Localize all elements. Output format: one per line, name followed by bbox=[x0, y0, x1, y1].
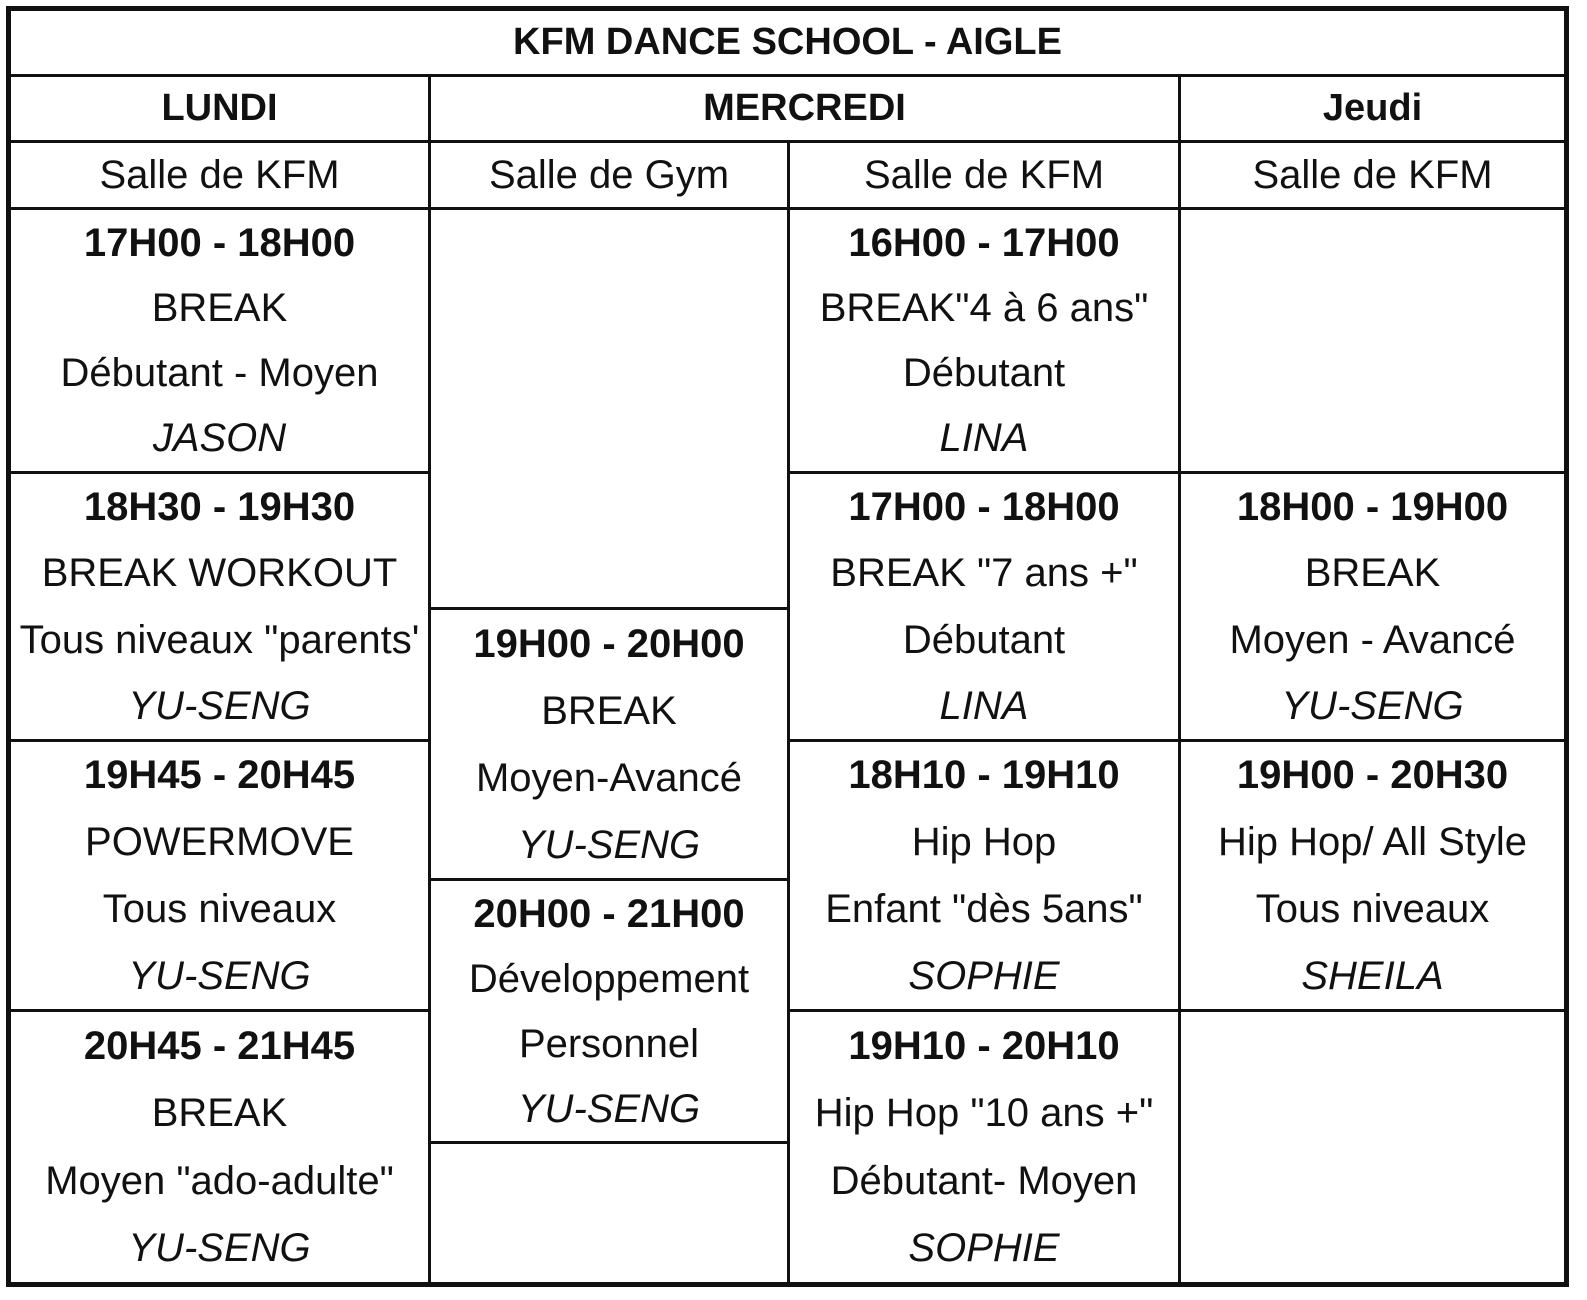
schedule-table bbox=[6, 6, 1569, 1287]
class-level: Moyen - Avancé bbox=[1229, 617, 1516, 662]
class-style: BREAK bbox=[151, 1091, 288, 1136]
class-level: Tous niveaux bbox=[102, 886, 337, 931]
class-teacher: SOPHIE bbox=[908, 1226, 1060, 1271]
class-teacher: YU-SENG bbox=[128, 683, 311, 728]
class-time: 17H00 - 18H00 bbox=[83, 220, 356, 265]
class-slot bbox=[790, 474, 1181, 742]
class-style: BREAK bbox=[541, 688, 677, 733]
class-teacher: YU-SENG bbox=[517, 1086, 701, 1131]
room-mercredi-kfm: Salle de KFM bbox=[790, 143, 1181, 210]
class-slot bbox=[1181, 474, 1564, 742]
class-slot bbox=[11, 210, 431, 474]
class-style: POWERMOVE bbox=[85, 820, 354, 865]
class-level: Débutant bbox=[902, 617, 1066, 662]
class-style: BREAK"4 à 6 ans" bbox=[819, 285, 1149, 330]
class-slot bbox=[790, 742, 1181, 1012]
class-level: Tous niveaux bbox=[1255, 886, 1490, 931]
class-teacher: LINA bbox=[939, 416, 1029, 461]
class-teacher: SHEILA bbox=[1301, 953, 1444, 998]
class-style: Développement bbox=[468, 956, 750, 1001]
schedule-title: KFM DANCE SCHOOL - AIGLE bbox=[11, 11, 1564, 77]
class-time: 20H00 - 21H00 bbox=[473, 891, 745, 936]
class-slot bbox=[431, 881, 790, 1144]
class-time: 18H10 - 19H10 bbox=[848, 753, 1120, 798]
class-teacher: YU-SENG bbox=[128, 953, 311, 998]
class-slot bbox=[790, 210, 1181, 474]
class-time: 20H45 - 21H45 bbox=[83, 1023, 356, 1068]
class-slot bbox=[1181, 742, 1564, 1012]
class-level: Débutant - Moyen bbox=[60, 351, 379, 396]
class-level: Moyen "ado-adulte" bbox=[45, 1158, 394, 1203]
class-slot bbox=[11, 1012, 431, 1282]
class-time: 19H10 - 20H10 bbox=[848, 1023, 1120, 1068]
class-style: BREAK bbox=[1304, 551, 1441, 596]
class-slot bbox=[431, 610, 790, 881]
class-teacher: JASON bbox=[152, 416, 287, 461]
class-style: Hip Hop/ All Style bbox=[1217, 820, 1528, 865]
class-level: Enfant "dès 5ans" bbox=[825, 886, 1143, 931]
class-slot bbox=[11, 474, 431, 742]
class-style: Hip Hop "10 ans +" bbox=[814, 1091, 1154, 1136]
class-time: 18H30 - 19H30 bbox=[83, 485, 356, 530]
class-teacher: YU-SENG bbox=[1281, 683, 1464, 728]
class-slot bbox=[790, 1012, 1181, 1282]
day-header-mercredi: MERCREDI bbox=[431, 77, 1181, 143]
class-teacher: YU-SENG bbox=[517, 822, 701, 867]
class-style: BREAK "7 ans +" bbox=[830, 551, 1138, 596]
room-lundi: Salle de KFM bbox=[11, 143, 431, 210]
empty-slot bbox=[431, 210, 790, 610]
class-slot bbox=[11, 742, 431, 1012]
day-header-lundi: LUNDI bbox=[11, 77, 431, 143]
class-teacher: SOPHIE bbox=[908, 953, 1060, 998]
class-style: BREAK bbox=[151, 285, 288, 330]
class-level: Moyen-Avancé bbox=[475, 755, 743, 800]
empty-slot bbox=[1181, 1012, 1564, 1282]
class-time: 19H00 - 20H30 bbox=[1236, 753, 1509, 798]
class-level: Débutant- Moyen bbox=[830, 1158, 1138, 1203]
class-style: BREAK WORKOUT bbox=[41, 551, 398, 596]
class-teacher: LINA bbox=[939, 683, 1029, 728]
empty-slot bbox=[431, 1144, 790, 1282]
class-time: 18H00 - 19H00 bbox=[1236, 485, 1509, 530]
class-teacher: YU-SENG bbox=[128, 1226, 311, 1271]
day-header-jeudi: Jeudi bbox=[1181, 77, 1564, 143]
class-style: Hip Hop bbox=[911, 820, 1057, 865]
room-jeudi: Salle de KFM bbox=[1181, 143, 1564, 210]
room-mercredi-gym: Salle de Gym bbox=[431, 143, 790, 210]
class-level: Débutant bbox=[902, 351, 1066, 396]
class-time: 17H00 - 18H00 bbox=[848, 485, 1120, 530]
class-time: 16H00 - 17H00 bbox=[848, 220, 1120, 265]
class-time: 19H45 - 20H45 bbox=[83, 753, 356, 798]
empty-slot bbox=[1181, 210, 1564, 474]
class-level: Personnel bbox=[518, 1021, 700, 1066]
class-time: 19H00 - 20H00 bbox=[473, 621, 745, 666]
class-level: Tous niveaux "parents' bbox=[19, 617, 420, 662]
